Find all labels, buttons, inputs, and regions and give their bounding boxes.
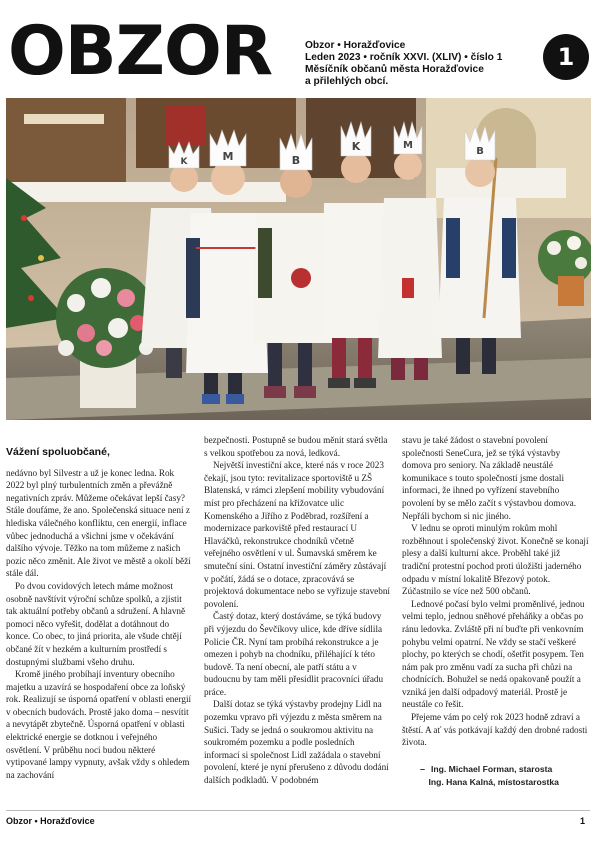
- article-paragraph: Největší investiční akce, které nás v roce 2023 čekají, jsou tyto: revitalizace sportoviště u ZŠ Blatenská, v rámci zlepšení mobility vybudování míst pro přecházení na křižovatce ulic Komenského a Jiřího z Poděbrad, rozšíření a modernizace parkoviště před restaurací U Hlaváčků, rekonstrukce chodníků včetně veřejného osvětlení v ul. Šumavská směrem ke smuteční síni. Ostatní investiční záměry zůstávají v počátí, žádá se o dotace, zpracovává se projektová dokumentace nebo se vyřizuje stavební povolení.: [204, 460, 390, 609]
- issue-info: [305, 40, 530, 88]
- footer-publication: Obzor • Horažďovice: [6, 816, 95, 826]
- article-column-3: [402, 434, 590, 789]
- issue-line: Obzor • Horažďovice: [305, 40, 406, 51]
- page-number: 1: [557, 43, 575, 71]
- article-paragraph: Lednové počasí bylo velmi proměnlivé, jednou velmi teplo, jednou sněhové přeháňky a občas po ránu ledovka. Zvláště při ní buďte při venkovním pohybu velmi opatrní. Ne vždy se stačí veškeré plochy, po kterých se chodí, ošetřit posypem. Ten nám pak pro změnu vadí za sucha při chůzi na chodnících. Bohužel se nedá opakovaně použít a vzniká jen další odpadový materiál. Prostě je neustále co řešit.: [402, 598, 585, 710]
- footer-divider: [6, 810, 590, 811]
- article-paragraph: nedávno byl Silvestr a už je konec ledna. Rok 2022 byl plný turbulentních změn a převážně negativních zpráv. Můžeme očekávat lepší časy? Stále doufáme, že ano. Společenská situace není z hlediska válečného konfliktu, cen energií, inflace vůbec jednoduchá a všichni jsme v očekávání dalšího vývoje. Těžko na tom můžeme z našich pozic něco změnit. Ale život ve městě a okolí běží stále dál.: [6, 467, 191, 579]
- issue-line: Leden 2023 • ročník XXVI. (XLIV) • číslo 1: [305, 52, 503, 63]
- article-paragraph: Kromě jiného probíhají inventury obecního majetku a uzavírá se hospodaření obce za loňský rok. Realizují se úsporná opatření v oblasti energií v obecních budovách. Prostě jako doma – nesvítit a nevytápět zbytečně. Úsporná opatření v oblasti elektrické energie se dotknou i veřejného osvětlení. V průběhu noci budou některé vytipované lampy vypnuty, avšak vždy s ohledem na zachování: [6, 669, 192, 780]
- cover-photo: [6, 98, 591, 420]
- issue-line: Měsíčník občanů města Horažďovice: [305, 64, 484, 75]
- article-paragraph: V lednu se oproti minulým rokům mohl rozběhnout i společenský život. Konečně se konají plesy a další kulturní akce. Proběhl také již tradiční protestní pochod proti úložišti jaderného odpadu v místní lokalitě Březový potok. Zúčastnilo se více než 500 občanů.: [402, 523, 589, 597]
- signature-line: [420, 776, 590, 789]
- crown-letter: K: [351, 140, 361, 153]
- altar-cloth-right: [436, 168, 566, 198]
- article-paragraph: Častý dotaz, který dostáváme, se týká budovy při výjezdu do Ševčíkovy ulice, kde dříve sídlila Policie ČR. Nyní tam probíhá rekonstrukce a je omezen i pohyb na chodníku, přiléhající k této budově. Ta není obecní, ale patří státu a v budoucnu by tam měli přesídlit pracovníci úřadu práce.: [204, 611, 384, 697]
- signature-line: [420, 763, 590, 776]
- altar-cloth-left: [6, 182, 286, 202]
- crown-letter: K: [180, 157, 188, 167]
- issue-line: a přilehlých obcí.: [305, 76, 389, 87]
- signature-name: Ing. Hana Kalná, místostarostka: [428, 776, 559, 787]
- article-column-1: [6, 446, 194, 781]
- masthead: [0, 0, 600, 100]
- footer-page-number: 1: [580, 816, 586, 826]
- article-paragraph: stavu je také žádost o stavební povolení společnosti SeneCura, jež se týká výstavby domova pro seniory. Na základě neustálé komunikace s touto společností jsme dostali informaci, že ihned po vyřízení stavebního povolení by se mělo začít s výstavbou domova. Nepřáli bychom si nic jiného.: [402, 435, 577, 521]
- article-paragraph: Přejeme vám po celý rok 2023 hodně zdraví a štěstí. A ať vás potkávají každý den drobné radosti života.: [402, 712, 588, 748]
- dash-icon: [420, 776, 423, 789]
- article-column-2: [204, 434, 392, 787]
- page-number-badge: [543, 34, 589, 80]
- crown-letter: M: [403, 140, 413, 151]
- article-paragraph: Další dotaz se týká výstavby prodejny Lidl na pozemku vpravo při výjezdu z města směrem na Sušici. Tady se jedná o soukromou aktivitu na soukromém pozemku a podle posledních informací si společnost Lidl zažádala o stavební povolení, které je nyní přerušeno z důvodu dodání dalších podkladů. V podobném: [204, 699, 389, 786]
- article-paragraph: Po dvou covidových letech máme možnost osobně navštívit výroční schůze spolků, a zjistit tak aktuální potřeby občanů a sdružení. A hlavně pomoci něco vyřešit, dodělat a dotáhnout do konce. Co obec, to jiná priorita, ale všude chtějí občané žít v hezkém a kulturním prostředí s dostupnými službami všeho druhu.: [6, 580, 186, 667]
- newspaper-logo: OBZOR: [8, 12, 273, 91]
- crown-letter: B: [291, 154, 301, 167]
- altar-left: [6, 98, 126, 188]
- signature-block: [402, 763, 590, 789]
- article-paragraph: bezpečnosti. Postupně se budou měnit stará světla s velkou spotřebou za nová, ledková.: [204, 435, 388, 458]
- dash-icon: –: [420, 763, 426, 774]
- cover-photo-illustration: [6, 98, 591, 420]
- article-greeting: Vážení spoluobčané,: [6, 446, 110, 458]
- crown-letter: B: [476, 146, 484, 157]
- signature-name: Ing. Michael Forman, starosta: [431, 763, 553, 774]
- crown-letter: M: [222, 150, 234, 163]
- editorial-article: [6, 435, 590, 814]
